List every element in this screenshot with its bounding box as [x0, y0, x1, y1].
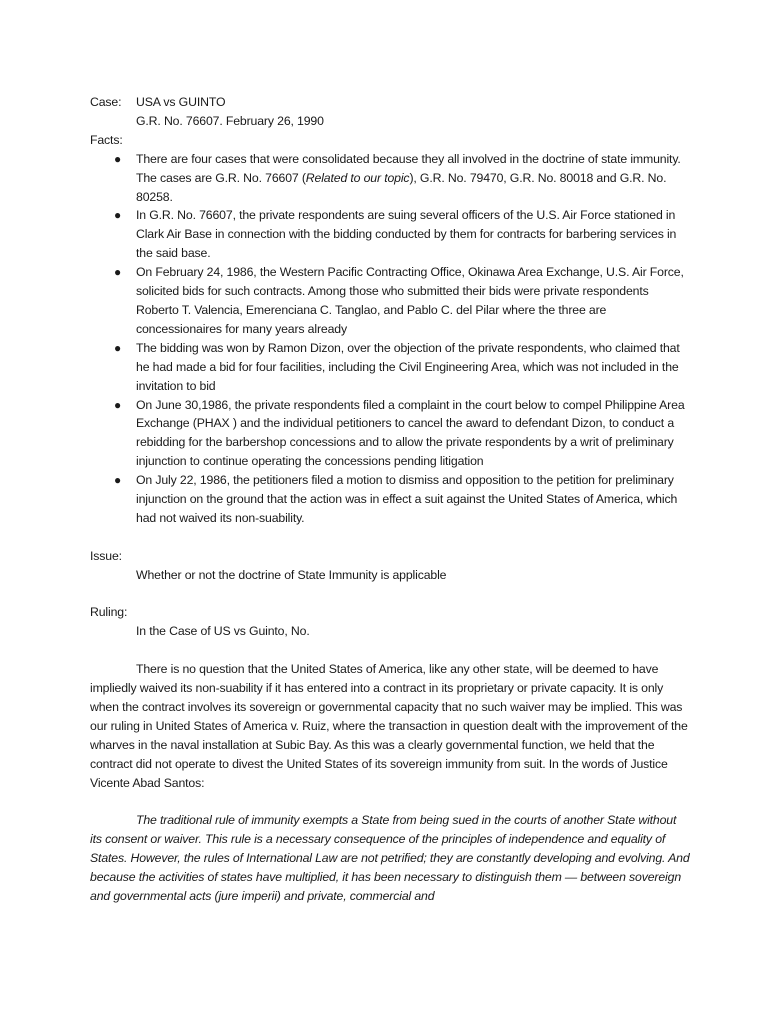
ruling-label: Ruling:: [90, 605, 128, 620]
issue-text: Whether or not the doctrine of State Immunity is applicable: [136, 567, 447, 582]
bullet-icon: ●: [114, 208, 122, 223]
case-gr-number: G.R. No. 76607. February 26, 1990: [136, 113, 324, 128]
bullet-icon: ●: [114, 151, 122, 166]
facts-item-text: On July 22, 1986, the petitioners filed a motion to dismiss and opposition to the petition for preliminary injunction on the ground that the action was in effect a suit against the United States of America, which had not waived its non-suability.: [136, 473, 678, 525]
facts-item-4: [90, 339, 690, 396]
facts-item-text: The bidding was won by Ramon Dizon, over the objection of the private respondents, who claimed that he had made a bid for four facilities, including the Civil Engineering Area, which was not included in the invitation to bid: [136, 340, 680, 393]
facts-item-3: [90, 263, 690, 339]
facts-item-5: [90, 396, 690, 472]
facts-list: [90, 150, 690, 528]
bullet-icon: ●: [114, 397, 122, 412]
facts-item-1: [90, 150, 690, 207]
case-title: USA vs GUINTO: [136, 95, 226, 109]
case-label: Case:: [90, 95, 122, 109]
bullet-icon: ●: [114, 340, 122, 355]
case-row: [90, 93, 690, 112]
facts-item-text: There are four cases that were consolidated because they all involved in the doctrine of state immunity. The cases are G.R. No. 76607 (: [136, 151, 681, 185]
facts-item-text: ), G.R. No. 79470, G.R. No. 80018 and G.R. No. 80258.: [136, 170, 667, 204]
facts-label: Facts:: [90, 132, 123, 147]
facts-item-italic: Related to our topic: [305, 170, 410, 185]
facts-item-6: [90, 471, 690, 528]
bullet-icon: ●: [114, 265, 122, 280]
issue-label: Issue:: [90, 548, 122, 563]
ruling-paragraph: There is no question that the United States of America, like any other state, will be deemed to have impliedly waived its non-suability if it has entered into a contract in its proprietary or private capacity. It is only when the contract involves its sovereign or governmental capacity that no such waiver may be implied. This was our ruling in United States of America v. Ruiz, where the transaction in question dealt with the improvement of the wharves in the naval installation at Subic Bay. As this was a clearly governmental function, we held that the contract did not operate to divest the United States of its sovereign immunity from suit. In the words of Justice Vicente Abad Santos:: [90, 662, 688, 790]
facts-item-text: On June 30,1986, the private respondents filed a complaint in the court below to compel Philippine Area Exchange (PHAX ) and the individual petitioners to cancel the award to defendant Dizon, to conduct a rebidding for the barbershop concessions and to allow the private respondents by a writ of preliminary injunction to continue operating the concessions pending litigation: [136, 397, 685, 469]
facts-item-text: In G.R. No. 76607, the private respondents are suing several officers of the U.S. Air Force stationed in Clark Air Base in connection with the bidding conducted by them for contracts for barbering services in the said base.: [136, 208, 677, 261]
bullet-icon: ●: [114, 473, 122, 488]
ruling-quote: The traditional rule of immunity exempts a State from being sued in the courts of another State without its consent or waiver. This rule is a necessary consequence of the principles of independence and equality of States. However, the rules of International Law are not petrified; they are constantly developing and evolving. And because the activities of states have multiplied, it has been necessary to distinguish them — between sovereign and governmental acts (jure imperii) and private, commercial and: [90, 813, 690, 903]
facts-item-text: On February 24, 1986, the Western Pacific Contracting Office, Okinawa Area Exchange, U.S. Air Force, solicited bids for such contracts. Among those who submitted their bids were private respondents Roberto T. Valencia, Emerenciana C. Tanglao, and Pablo C. del Pilar where the three are concessionaires for many years already: [136, 265, 684, 336]
facts-item-2: [90, 206, 690, 263]
case-digest: [90, 93, 690, 906]
ruling-intro: In the Case of US vs Guinto, No.: [136, 624, 310, 639]
